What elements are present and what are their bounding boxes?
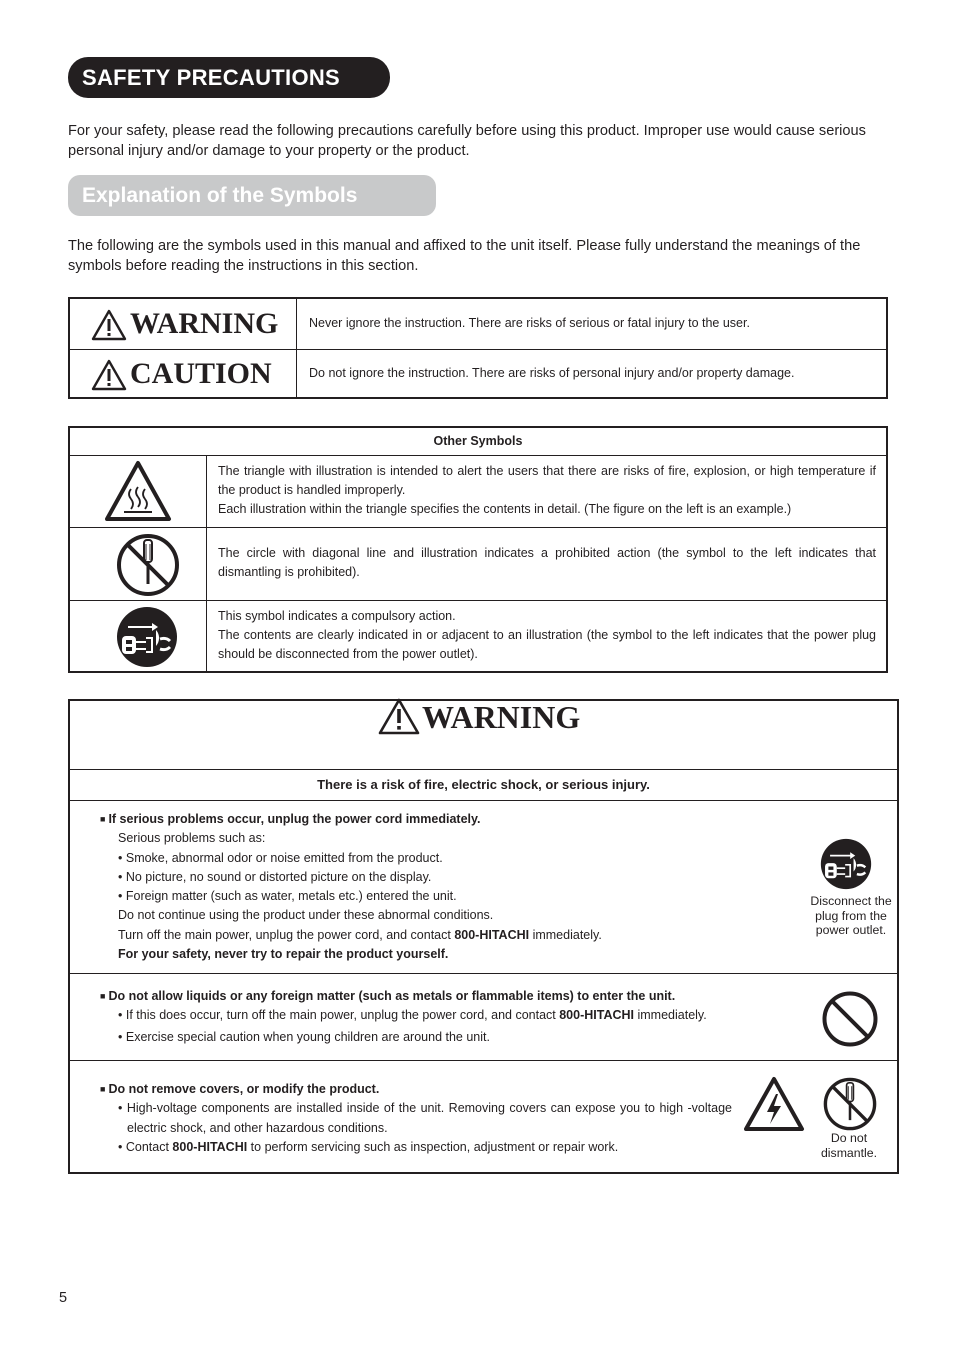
warning-box [68,699,899,1174]
section-text: Turn off the main power, unplug the power cord, and contact [118,927,455,942]
bullet-item: to perform servicing such as inspection, adjustment or repair work. [247,1139,619,1154]
section-heading: Do not remove covers, or modify the product. [108,1082,380,1096]
bullet-item: Smoke, abnormal odor or noise emitted from the product. [125,850,443,865]
symbols-intro-paragraph: The following are the symbols used in this manual and affixed to the unit itself. Please fully understand the meanings of the symbols before reading the instructions in this section. [68,238,861,274]
section-text: Do not continue using the product under these abnormal conditions. [118,908,494,923]
prohibited-icon [822,991,878,1047]
page-number: 5 [59,1290,68,1306]
table-row [70,455,886,528]
icon-caption: Do not dismantle. [820,1131,878,1160]
hot-surface-triangle-icon [104,460,172,522]
warning-description: Never ignore the instruction. There are risks of serious or fatal injury to the user. [309,316,750,330]
square-bullet-icon: ■ [100,1084,106,1094]
high-voltage-icon [743,1076,805,1132]
bullet-item: If this does occur, turn off the main power, unplug the power cord, and contact [125,1008,560,1023]
table-row [70,528,886,601]
section-text: Serious problems such as: [118,831,266,846]
warning-box-subtitle: There is a risk of fire, electric shock, or serious injury. [70,769,897,801]
section-text: immediately. [529,927,602,942]
phone-number: 800-HITACHI [559,1008,635,1023]
bullet-item: Contact [125,1139,173,1154]
unplug-icon [116,606,178,668]
table-row [70,601,886,671]
bullet-item: No picture, no sound or distorted picture on the display. [125,869,432,884]
symbol-description: The triangle with illustration is intended to alert the users that there are risks of fire, explosion, or high temperature if the product is handled improperly. [218,464,876,497]
subsection-title: Explanation of the Symbols [68,175,436,216]
intro-paragraph: For your safety, please read the following precautions carefully before using this product. Improper use would cause serious personal injury and/or damage to your property or the product. [68,123,866,159]
other-symbols-heading: Other Symbols [70,428,886,456]
square-bullet-icon: ■ [100,814,106,824]
caution-row [70,349,886,398]
bullet-item: immediately. [634,1008,707,1023]
caution-label: CAUTION [130,357,272,390]
caution-description: Do not ignore the instruction. There are risks of personal injury and/or property damage. [309,366,795,380]
no-dismantle-icon [115,532,181,598]
unplug-icon [820,838,872,890]
warning-triangle-icon [91,309,127,341]
icon-caption: Disconnect the plug from the power outlet. [810,894,892,937]
bullet-item: Foreign matter (such as water, metals etc.) entered the unit. [125,889,457,904]
caution-triangle-icon [91,359,127,391]
signal-word-table [68,297,888,399]
warning-section-covers: ■ Do not remove covers, or modify the product. • High-voltage components are installed inside of the unit. Removing covers can expose you to high -voltage electric shock, and other hazardous conditions. • Contact 800-HITACHI to perform servicing such as inspection, adjustment or repair work. Do not dismantle. [70,1061,897,1173]
symbol-description: The circle with diagonal line and illustration indicates a prohibited action (the symbol to the left indicates that dismantling is prohibited). [218,546,876,579]
section-heading: Do not allow liquids or any foreign matter (such as metals or flammable items) to enter the unit. [108,989,676,1003]
phone-number: 800-HITACHI [454,927,530,942]
phone-number: 800-HITACHI [172,1139,248,1154]
bullet-item: High-voltage components are installed inside of the unit. Removing covers can expose you to high -voltage electric shock, and other hazardous conditions. [126,1101,732,1135]
warning-row [70,299,886,350]
symbol-description: Each illustration within the triangle specifies the contents in detail. (The figure on the left is an example.) [218,502,792,516]
bullet-item: Exercise special caution when young children are around the unit. [125,1029,490,1044]
warning-box-title: WARNING [422,699,581,735]
warning-triangle-icon [378,698,420,736]
warning-section-unplug: ■ If serious problems occur, unplug the power cord immediately. Serious problems such as: • Smoke, abnormal odor or noise emitted from the product. • No picture, no sound or distorted picture on the display. • Foreign matter (such as water, metals etc.) entered the unit. Do not continue using the product under these abnormal conditions. Turn off the main power, unplug the power cord, and contact 800-HITACHI immediately. For your safety, never try to repair the product yourself. Disconnect the plug from the power outlet. [70,801,897,974]
warning-label: WARNING [130,307,279,340]
warning-section-liquids: ■ Do not allow liquids or any foreign matter (such as metals or flammable items) to enter the unit. • If this does occur, turn off the main power, unplug the power cord, and contact 800-HITACHI immediately. • Exercise special caution when young children are around the unit. [70,974,897,1061]
symbol-description: The contents are clearly indicated in or adjacent to an illustration (the symbol to the left indicates that the power plug should be disconnected from the power outlet). [218,628,876,661]
other-symbols-table [68,426,888,673]
section-title: SAFETY PRECAUTIONS [68,57,390,98]
section-heading: If serious problems occur, unplug the power cord immediately. [108,812,481,826]
no-dismantle-icon [822,1076,878,1132]
square-bullet-icon: ■ [100,991,106,1001]
section-closing: For your safety, never try to repair the product yourself. [118,947,449,962]
symbol-description: This symbol indicates a compulsory action. [218,609,456,623]
